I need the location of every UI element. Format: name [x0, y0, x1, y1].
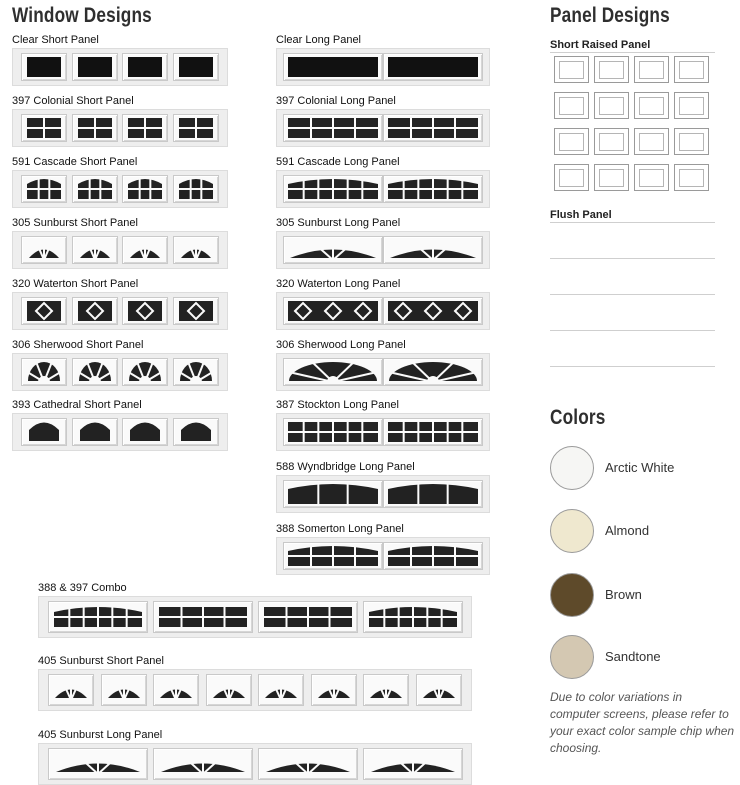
window-design-label: 320 Waterton Short Panel [12, 278, 139, 290]
raised-panel-row [554, 164, 709, 191]
window-tile [258, 601, 358, 633]
raised-panel-cell [674, 164, 709, 191]
window-design-label: 388 Somerton Long Panel [276, 523, 404, 535]
colors-heading: Colors [550, 406, 606, 429]
divider [550, 52, 715, 53]
window-tile [72, 114, 118, 142]
window-tile [153, 674, 199, 706]
window-tile [383, 53, 483, 81]
window-tile [283, 175, 383, 203]
flush-panel-label: Flush Panel [550, 209, 612, 221]
window-tile [173, 358, 219, 386]
window-tile [283, 236, 383, 264]
color-name: Arctic White [605, 460, 675, 475]
window-tile [283, 114, 383, 142]
window-design-label: 397 Colonial Long Panel [276, 95, 396, 107]
window-design-label: 588 Wyndbridge Long Panel [276, 461, 415, 473]
color-disclaimer: Due to color variations in computer screens, please refer to your exact color sample chip when choosing. [550, 690, 735, 755]
window-tile [72, 236, 118, 264]
window-design-label: 591 Cascade Long Panel [276, 156, 400, 168]
window-tile [101, 674, 147, 706]
window-tile [383, 480, 483, 508]
window-tile [122, 358, 168, 386]
color-swatch-almond[interactable] [550, 509, 594, 553]
window-tile [283, 297, 383, 325]
window-tile [173, 236, 219, 264]
window-tile [258, 748, 358, 780]
raised-panel-cell [554, 164, 589, 191]
window-tile [21, 236, 67, 264]
window-tile [48, 748, 148, 780]
window-design-label: 305 Sunburst Long Panel [276, 217, 401, 229]
window-tile [48, 601, 148, 633]
window-design-label: 387 Stockton Long Panel [276, 399, 399, 411]
window-designs-heading: Window Designs [12, 4, 152, 27]
window-tile [173, 53, 219, 81]
window-design-label: 306 Sherwood Short Panel [12, 339, 144, 351]
raised-panel-row [554, 56, 709, 83]
window-tile [416, 674, 462, 706]
window-tile [72, 358, 118, 386]
window-tile [363, 601, 463, 633]
window-tile [21, 297, 67, 325]
window-design-sunburstlong405-wide[interactable] [38, 743, 472, 785]
window-design-cascade-short[interactable] [12, 170, 228, 208]
window-design-cascade-long[interactable] [276, 170, 490, 208]
window-design-sherwood-short[interactable] [12, 353, 228, 391]
raised-panel-cell [594, 92, 629, 119]
window-tile [122, 175, 168, 203]
window-design-label: Clear Short Panel [12, 34, 99, 46]
window-tile [283, 358, 383, 386]
raised-panel-cell [634, 164, 669, 191]
window-design-label: Clear Long Panel [276, 34, 362, 46]
window-tile [72, 175, 118, 203]
window-design-colonial-long[interactable] [276, 109, 490, 147]
window-tile [72, 418, 118, 446]
flush-panel-row[interactable] [550, 294, 715, 295]
window-design-wyndbridge-long[interactable] [276, 475, 490, 513]
raised-panel-cell [554, 56, 589, 83]
raised-panel-cell [594, 56, 629, 83]
window-tile [21, 358, 67, 386]
window-design-waterton-short[interactable] [12, 292, 228, 330]
flush-panel-row[interactable] [550, 258, 715, 259]
raised-panel-cell [674, 128, 709, 155]
raised-panel-cell [554, 128, 589, 155]
window-design-somerton-long[interactable] [276, 537, 490, 575]
window-tile [173, 114, 219, 142]
window-tile [283, 418, 383, 446]
window-tile [122, 297, 168, 325]
window-design-label: 591 Cascade Short Panel [12, 156, 138, 168]
window-tile [383, 175, 483, 203]
window-design-sunburst-short[interactable] [12, 231, 228, 269]
window-tile [173, 418, 219, 446]
raised-panel-cell [594, 128, 629, 155]
window-design-sunburst405-wide8[interactable] [38, 669, 472, 711]
window-tile [283, 53, 383, 81]
raised-panel-cell [634, 56, 669, 83]
raised-panel-cell [674, 56, 709, 83]
window-design-sherwood-long[interactable] [276, 353, 490, 391]
window-tile [48, 674, 94, 706]
window-design-label: 405 Sunburst Short Panel [38, 655, 164, 667]
window-tile [383, 358, 483, 386]
window-tile [383, 542, 483, 570]
raised-panel-row [554, 128, 709, 155]
window-tile [383, 236, 483, 264]
window-tile [258, 674, 304, 706]
window-design-sunburst-long[interactable] [276, 231, 490, 269]
window-tile [383, 418, 483, 446]
window-design-waterton-long[interactable] [276, 292, 490, 330]
window-tile [173, 175, 219, 203]
raised-panel-cell [554, 92, 589, 119]
window-tile [153, 748, 253, 780]
window-design-label: 405 Sunburst Long Panel [38, 729, 163, 741]
window-tile [72, 297, 118, 325]
window-design-clear-short[interactable] [12, 48, 228, 86]
window-tile [21, 175, 67, 203]
window-tile [206, 674, 252, 706]
color-swatch-brown[interactable] [550, 573, 594, 617]
window-design-label: 388 & 397 Combo [38, 582, 127, 594]
window-design-cathedral-short[interactable] [12, 413, 228, 451]
raised-panel-cell [594, 164, 629, 191]
color-swatch-sandtone[interactable] [550, 635, 594, 679]
window-tile [21, 53, 67, 81]
flush-divider [550, 222, 715, 223]
window-tile [21, 114, 67, 142]
flush-panel-row[interactable] [550, 366, 715, 367]
raised-panel-cell [674, 92, 709, 119]
window-design-combo-wide[interactable] [38, 596, 472, 638]
window-design-label: 393 Cathedral Short Panel [12, 399, 142, 411]
window-design-label: 320 Waterton Long Panel [276, 278, 401, 290]
window-design-label: 397 Colonial Short Panel [12, 95, 134, 107]
window-tile [363, 748, 463, 780]
short-raised-panel-label: Short Raised Panel [550, 39, 651, 51]
window-tile [153, 601, 253, 633]
window-tile [311, 674, 357, 706]
window-tile [173, 297, 219, 325]
window-tile [72, 53, 118, 81]
color-name: Sandtone [605, 649, 661, 664]
panel-designs-heading: Panel Designs [550, 4, 670, 27]
raised-panel-row [554, 92, 709, 119]
window-tile [383, 297, 483, 325]
window-tile [21, 418, 67, 446]
window-design-stockton-long[interactable] [276, 413, 490, 451]
window-tile [122, 114, 168, 142]
window-design-clear-long[interactable] [276, 48, 490, 86]
window-tile [283, 542, 383, 570]
window-tile [122, 418, 168, 446]
window-tile [363, 674, 409, 706]
raised-panel-cell [634, 92, 669, 119]
window-tile [122, 236, 168, 264]
flush-panel-row[interactable] [550, 330, 715, 331]
window-design-colonial-short[interactable] [12, 109, 228, 147]
color-swatch-arctic-white[interactable] [550, 446, 594, 490]
window-design-label: 306 Sherwood Long Panel [276, 339, 406, 351]
window-tile [283, 480, 383, 508]
color-name: Brown [605, 587, 642, 602]
color-name: Almond [605, 523, 650, 538]
window-tile [122, 53, 168, 81]
window-tile [383, 114, 483, 142]
window-design-label: 305 Sunburst Short Panel [12, 217, 138, 229]
raised-panel-cell [634, 128, 669, 155]
